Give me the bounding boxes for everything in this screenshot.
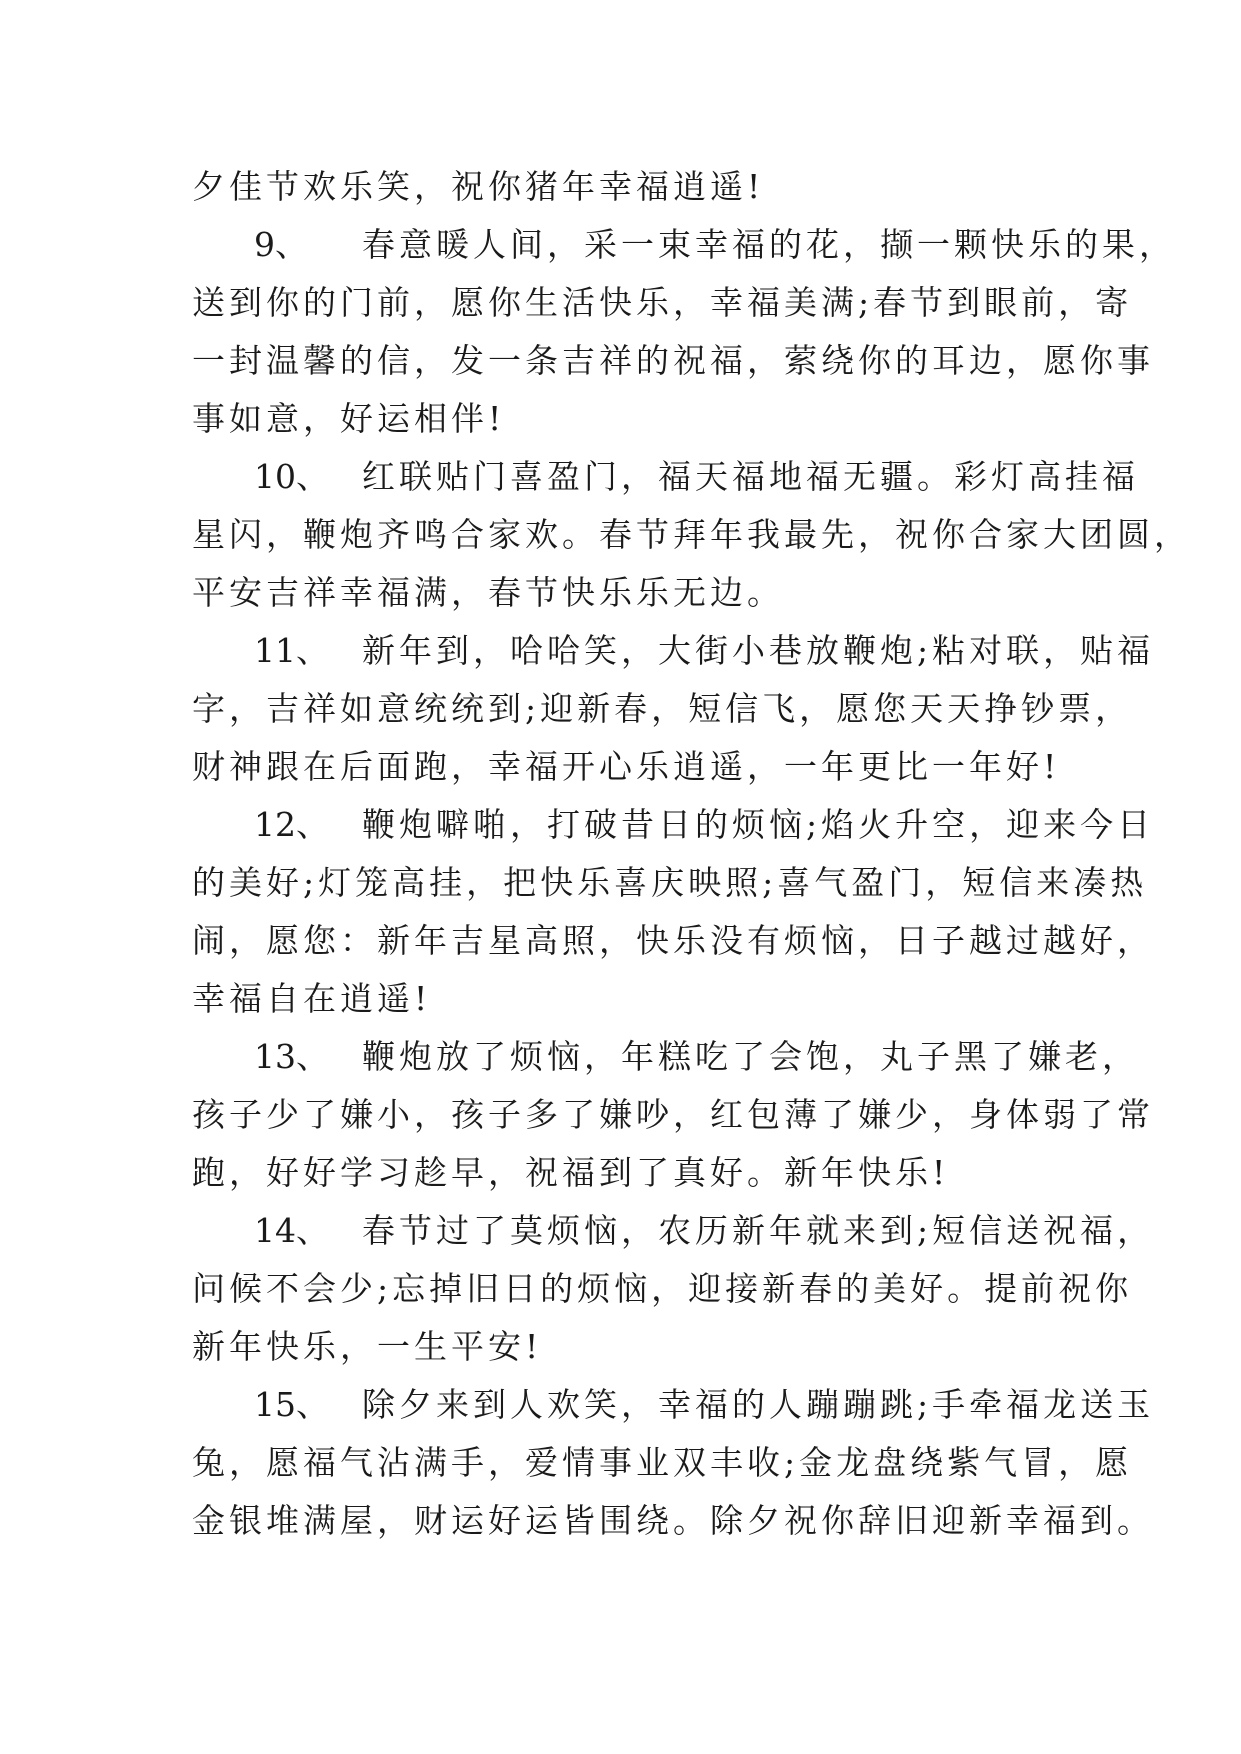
item-number: 15、	[254, 1385, 329, 1424]
text-line: 的美好;灯笼高挂，把快乐喜庆映照;喜气盈门，短信来凑热	[192, 863, 1148, 902]
item-number: 13、	[254, 1037, 329, 1076]
text-line	[192, 796, 1155, 854]
text-line	[192, 1028, 1139, 1086]
item-text: 春节过了莫烦恼，农历新年就来到;短信送祝福，	[362, 1211, 1155, 1250]
text-line: 一封温馨的信，发一条吉祥的祝福，萦绕你的耳边，愿你事	[192, 341, 1154, 380]
text-line: 新年快乐，一生平安!	[192, 1327, 543, 1366]
item-number: 14、	[254, 1211, 329, 1250]
text-line: 事如意，好运相伴!	[192, 399, 506, 438]
text-line: 金银堆满屋，财运好运皆围绕。除夕祝你辞旧迎新幸福到。	[192, 1501, 1154, 1540]
item-number: 11、	[254, 631, 329, 670]
item-text: 春意暖人间，采一束幸福的花，撷一颗快乐的果，	[362, 225, 1176, 264]
text-line: 跑，好好学习趁早，祝福到了真好。新年快乐!	[192, 1153, 950, 1192]
paragraph-11	[192, 622, 1155, 796]
text-line: 字，吉祥如意统统到;迎新春，短信飞，愿您天天挣钞票，	[192, 689, 1133, 728]
item-text: 新年到，哈哈笑，大街小巷放鞭炮;粘对联，贴福	[362, 631, 1155, 670]
paragraph-continuation	[192, 158, 1072, 216]
text-line: 兔，愿福气沾满手，爱情事业双丰收;金龙盘绕紫气冒，愿	[192, 1443, 1133, 1482]
item-text: 除夕来到人欢笑，幸福的人蹦蹦跳;手牵福龙送玉	[362, 1385, 1155, 1424]
paragraph-9	[192, 216, 1176, 448]
item-number: 10、	[254, 457, 329, 496]
item-text: 红联贴门喜盈门，福天福地福无疆。彩灯高挂福	[362, 457, 1139, 496]
text-line: 送到你的门前，愿你生活快乐，幸福美满;春节到眼前，寄	[192, 283, 1133, 322]
text-line	[192, 1202, 1155, 1260]
document-body	[192, 158, 1191, 1550]
text-line	[192, 1376, 1155, 1434]
text-line: 孩子少了嫌小，孩子多了嫌吵，红包薄了嫌少，身体弱了常	[192, 1095, 1154, 1134]
item-number: 9、	[254, 225, 308, 264]
paragraph-12	[192, 796, 1155, 1028]
text-line: 平安吉祥幸福满，春节快乐乐无边。	[192, 573, 784, 612]
item-text: 鞭炮噼啪，打破昔日的烦恼;焰火升空，迎来今日	[362, 805, 1155, 844]
text-line	[192, 448, 1139, 506]
text-line: 幸福自在逍遥!	[192, 979, 432, 1018]
text-line: 财神跟在后面跑，幸福开心乐逍遥，一年更比一年好!	[192, 747, 1061, 786]
text-line: 夕佳节欢乐笑，祝你猪年幸福逍遥!	[192, 167, 765, 206]
text-line: 问候不会少;忘掉旧日的烦恼，迎接新春的美好。提前祝你	[192, 1269, 1133, 1308]
paragraph-14	[192, 1202, 1155, 1376]
paragraph-13	[192, 1028, 1154, 1202]
item-text: 鞭炮放了烦恼，年糕吃了会饱，丸子黑了嫌老，	[362, 1037, 1139, 1076]
item-number: 12、	[254, 805, 329, 844]
paragraph-15	[192, 1376, 1155, 1550]
text-line: 星闪，鞭炮齐鸣合家欢。春节拜年我最先，祝你合家大团圆，	[192, 515, 1191, 554]
paragraph-10	[192, 448, 1191, 622]
text-line	[192, 622, 1155, 680]
text-line: 闹，愿您：新年吉星高照，快乐没有烦恼，日子越过越好，	[192, 921, 1154, 960]
text-line	[192, 216, 1176, 274]
